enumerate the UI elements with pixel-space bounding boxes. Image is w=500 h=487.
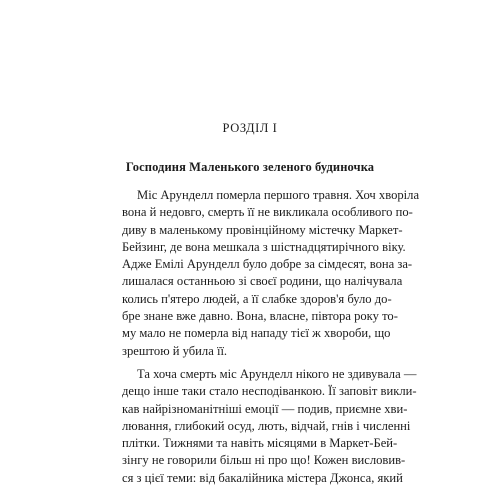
body-text xyxy=(122,187,420,487)
text-line: кав найрізноманітніші емоції — подив, приємне хви- xyxy=(122,401,408,416)
text-line: Міс Арунделл померла першого травня. Хоч хворіла xyxy=(137,188,420,202)
text-line: плітки. Тижнями та навіть місяцями в Маркет-Бей- xyxy=(122,436,398,451)
chapter-heading: РОЗДІЛ I xyxy=(222,121,278,135)
text-line: бре знане вже давно. Вона, власне, півтора року то- xyxy=(122,309,398,324)
text-line: вона й недовго, смерть її не викликала особливого по- xyxy=(122,205,413,220)
text-line: лишалася останньою зі своєї родини, що налічувала xyxy=(122,274,403,289)
paragraph xyxy=(122,187,420,360)
text-line: диву в маленькому провінційному містечку Маркет- xyxy=(122,222,403,237)
text-line: ся з цієї теми: від бакалійника містера Джонса, який xyxy=(122,470,403,485)
text-line: дещо інше таки стало несподіванкою. Її заповіт викли- xyxy=(122,384,417,399)
text-line: зінгу не говорили більш ні про що! Кожен висловив- xyxy=(122,453,406,468)
text-line: Бейзинг, де вона мешкала з шістнадцятирічного віку. xyxy=(122,239,406,254)
text-line: колись п'ятеро людей, а її слабке здоров'я було до- xyxy=(122,291,392,306)
text-line: лювання, глибокий осуд, лють, відчай, гнів і численні xyxy=(122,418,411,433)
text-line: Адже Емілі Арунделл було добре за сімдесят, вона за- xyxy=(122,257,413,272)
text-line: Та хоча смерть міс Арунделл нікого не здивувала — xyxy=(137,366,417,381)
chapter-title: Господиня Маленького зеленого будиночка xyxy=(125,160,375,174)
paragraph xyxy=(122,366,417,487)
text-line: му мало не померла від нападу тієї ж хвороби, що xyxy=(122,326,391,341)
text-line: зрештою й убила її. xyxy=(122,343,228,358)
